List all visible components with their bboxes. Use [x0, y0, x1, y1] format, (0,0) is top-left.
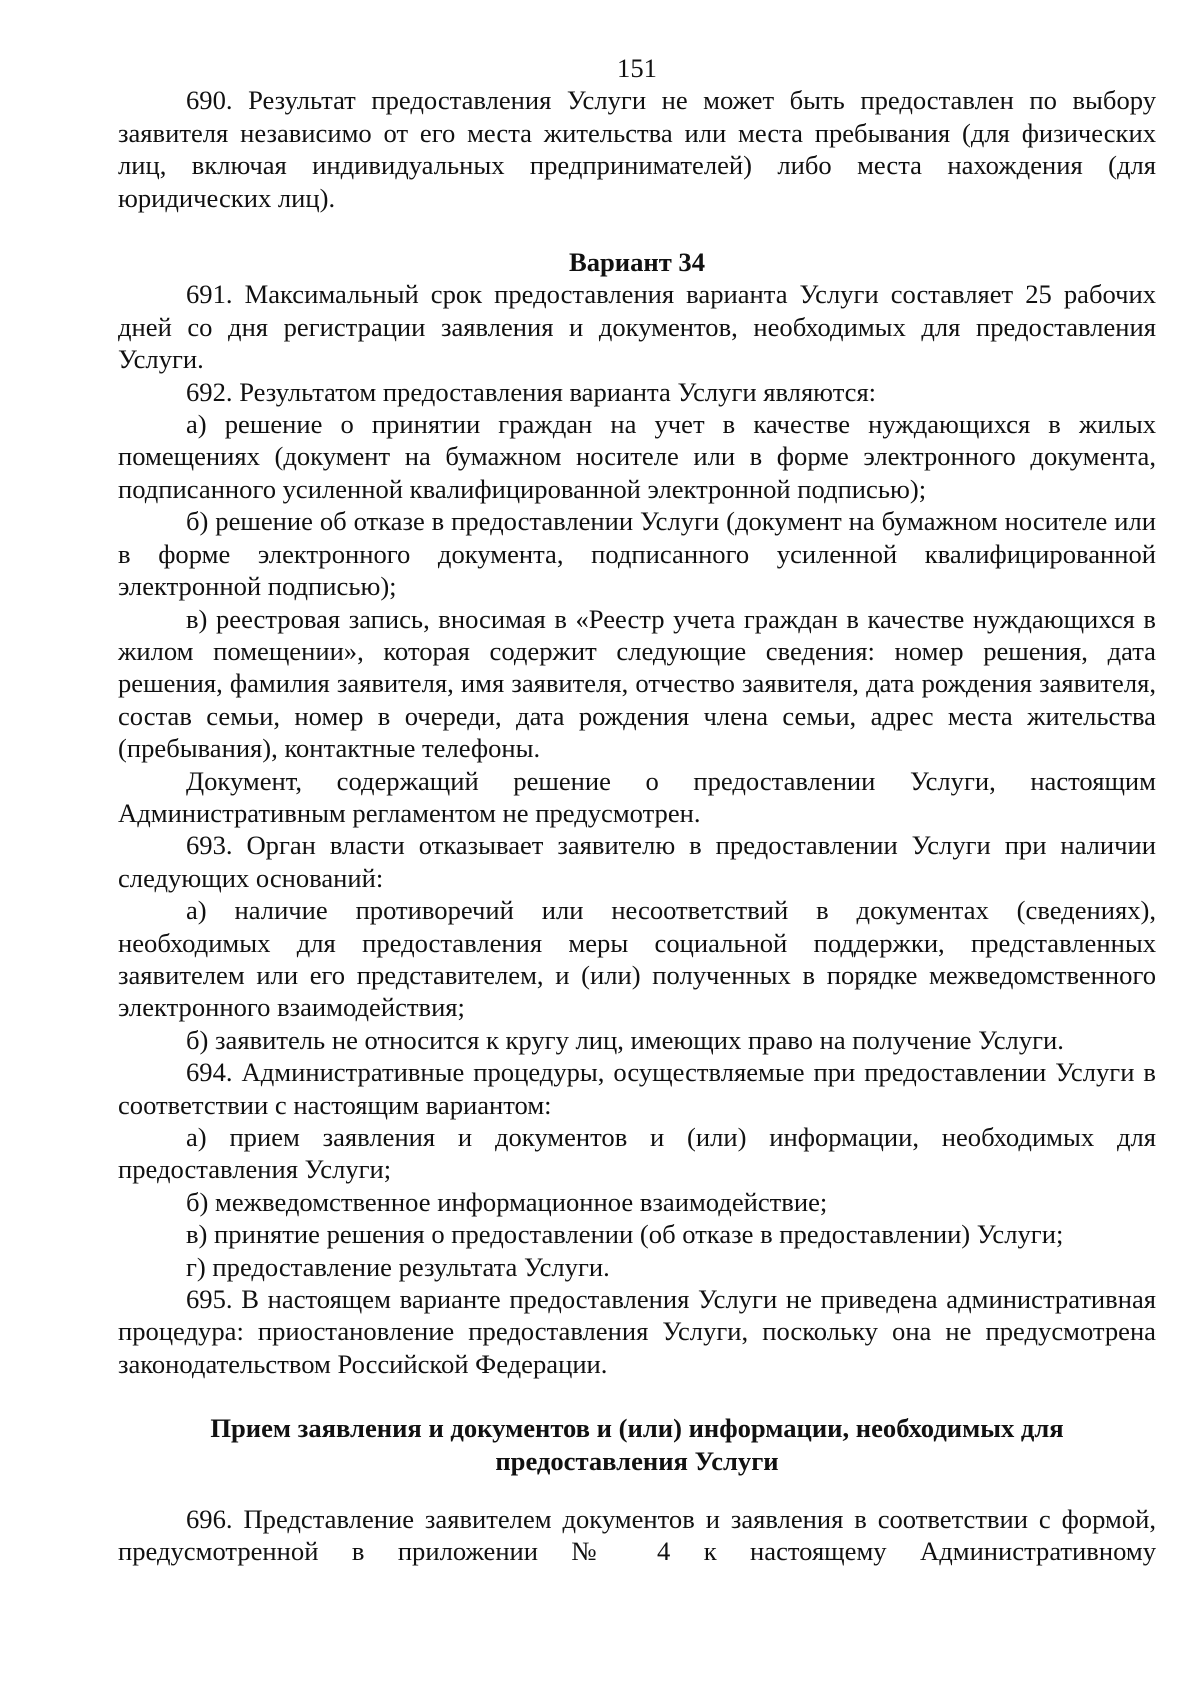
section-heading-line-1: Прием заявления и документов и (или) информации, необходимых для — [210, 1413, 1064, 1444]
section-heading-line-2: предоставления Услуги — [495, 1445, 779, 1476]
page-number: 151 — [617, 53, 657, 83]
paragraph-693-a: а) наличие противоречий или несоответствий в документах (сведениях), необходимых для предоставления меры социальной поддержки, представленных заявителем или его представителем, и (или) полученных в порядке межведомственного электронного взаимодействия; — [118, 895, 1156, 1023]
paragraph-690: 690. Результат предоставления Услуги не может быть предоставлен по выбору заявителя независимо от его места жительства или места пребывания (для физических лиц, включая индивидуальных предпринимателей) либо места нахождения (для юридических лиц). — [118, 85, 1156, 213]
spacer — [118, 1477, 1156, 1503]
paragraph-692-c: в) реестровая запись, вносимая в «Реестр учета граждан в качестве нуждающихся в жилом помещении», которая содержит следующие сведения: номер решения, дата решения, фамилия заявителя, имя заявителя, отчество заявителя, дата рождения заявителя, состав семьи, номер в очереди, дата рождения члена семьи, адрес места жительства (пребывания), контактные телефоны. — [118, 603, 1156, 764]
paragraph-694-b: б) межведомственное информационное взаимодействие; — [186, 1186, 828, 1217]
paragraph-692-d: Документ, содержащий решение о предоставлении Услуги, настоящим Административным регламентом не предусмотрен. — [118, 765, 1156, 828]
paragraph-692: 692. Результатом предоставления варианта Услуги являются: — [186, 376, 877, 407]
paragraph-694-c: в) принятие решения о предоставлении (об отказе в предоставлении) Услуги; — [186, 1219, 1064, 1250]
paragraph-692-a: а) решение о принятии граждан на учет в качестве нуждающихся в жилых помещениях (документ на бумажном носителе или в форме электронного документа, подписанного усиленной квалифицированной электронной подписью); — [118, 409, 1156, 504]
paragraph-691: 691. Максимальный срок предоставления варианта Услуги составляет 25 рабочих дней со дня регистрации заявления и документов, необходимых для предоставления Услуги. — [118, 279, 1156, 375]
paragraph-695: 695. В настоящем варианте предоставления Услуги не приведена административная процедура: приостановление предоставления Услуги, поскольку она не предусмотрена законодательством Российской Федерации. — [118, 1284, 1156, 1379]
document-page — [118, 52, 1156, 1568]
paragraph-693-b: б) заявитель не относится к кругу лиц, имеющих право на получение Услуги. — [186, 1024, 1064, 1055]
paragraph-694-a: а) прием заявления и документов и (или) информации, необходимых для предоставления Услуги; — [118, 1122, 1156, 1185]
paragraph-694: 694. Административные процедуры, осуществляемые при предоставлении Услуги в соответствии с настоящим вариантом: — [118, 1057, 1156, 1120]
paragraph-692-b: б) решение об отказе в предоставлении Услуги (документ на бумажном носителе или в форме электронного документа, подписанного усиленной квалифицированной электронной подписью); — [118, 506, 1156, 602]
spacer — [118, 1380, 1156, 1412]
paragraph-696: 696. Представление заявителем документов и заявления в соответствии с формой, предусмотренной в приложении № 4 к настоящему Административному — [118, 1504, 1156, 1567]
spacer — [118, 214, 1156, 246]
heading-variant: Вариант 34 — [568, 247, 706, 278]
paragraph-694-d: г) предоставление результата Услуги. — [186, 1251, 610, 1282]
paragraph-693: 693. Орган власти отказывает заявителю в предоставлении Услуги при наличии следующих оснований: — [118, 830, 1156, 893]
